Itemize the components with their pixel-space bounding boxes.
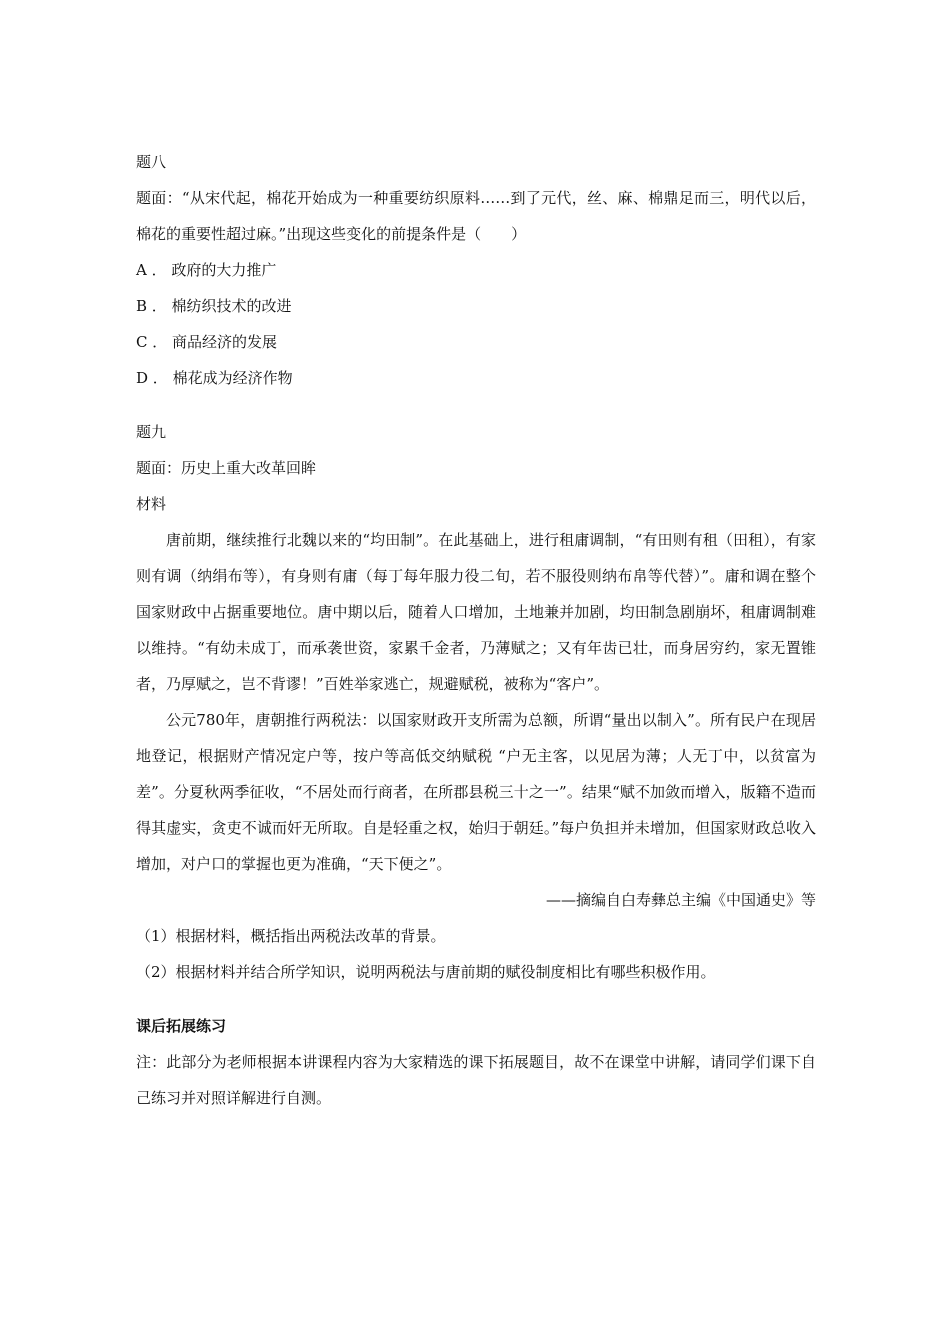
sub-question-1: （1）根据材料，概括指出两税法改革的背景。	[136, 927, 446, 945]
spacer	[136, 396, 816, 414]
material-source: ——摘编自白寿彝总主编《中国通史》等	[545, 891, 816, 909]
question-8-option-b: B ． 棉纺织技术的改进	[136, 297, 292, 315]
sub-question-2: （2）根据材料并结合所学知识，说明两税法与唐前期的赋役制度相比有哪些积极作用。	[136, 963, 716, 981]
document-page	[136, 144, 816, 1116]
material-label: 材料	[136, 495, 167, 513]
material-paragraph-1: 唐前期，继续推行北魏以来的“均田制”。在此基础上，进行租庸调制，“有田则有租（田租），有家则有调（纳绢布等），有身则有庸（每丁每年服力役二旬，若不服役则纳布帛等代替）”。庸和调在整个国家财政中占据重要地位。唐中期以后，随着人口增加，土地兼并加剧，均田制急剧崩坏，租庸调制难以维持。“有幼未成丁，而承袭世资，家累千金者，乃薄赋之；又有年齿已壮，而身居穷约，家无置锥者，乃厚赋之，岂不背谬！”百姓举家逃亡，规避赋税，被称为“客户”。	[136, 531, 816, 693]
question-8-option-a: A ． 政府的大力推广	[136, 261, 277, 279]
material-paragraph-2: 公元780年，唐朝推行两税法：以国家财政开支所需为总额，所谓“量出以制入”。所有民户在现居地登记，根据财产情况定户等，按户等高低交纳赋税 “户无主客，以见居为薄；人无丁中，以贫富为差”。分夏秋两季征收，“不居处而行商者，在所郡县税三十之一”。结果“赋不加敛而增入，版籍不造而得其虚实，贪吏不诚而奸无所取。自是轻重之权，始归于朝廷。”每户负担并未增加，但国家财政总收入增加，对户口的掌握也更为准确，“天下便之”。	[136, 711, 816, 873]
question-8-option-d: D ． 棉花成为经济作物	[136, 369, 293, 387]
question-9-title: 题九	[136, 423, 167, 441]
question-8-stem: 题面：“从宋代起，棉花开始成为一种重要纺织原料……到了元代，丝、麻、棉鼎足而三，明代以后，棉花的重要性超过麻。”出现这些变化的前提条件是（ ）	[136, 189, 816, 243]
question-8-option-c: C ． 商品经济的发展	[136, 333, 278, 351]
spacer	[136, 990, 816, 1008]
section-heading: 课后拓展练习	[136, 1017, 227, 1035]
question-9-stem: 题面：历史上重大改革回眸	[136, 459, 317, 477]
question-8-title: 题八	[136, 153, 167, 171]
section-note: 注：此部分为老师根据本讲课程内容为大家精选的课下拓展题目，故不在课堂中讲解，请同学们课下自己练习并对照详解进行自测。	[136, 1053, 816, 1107]
